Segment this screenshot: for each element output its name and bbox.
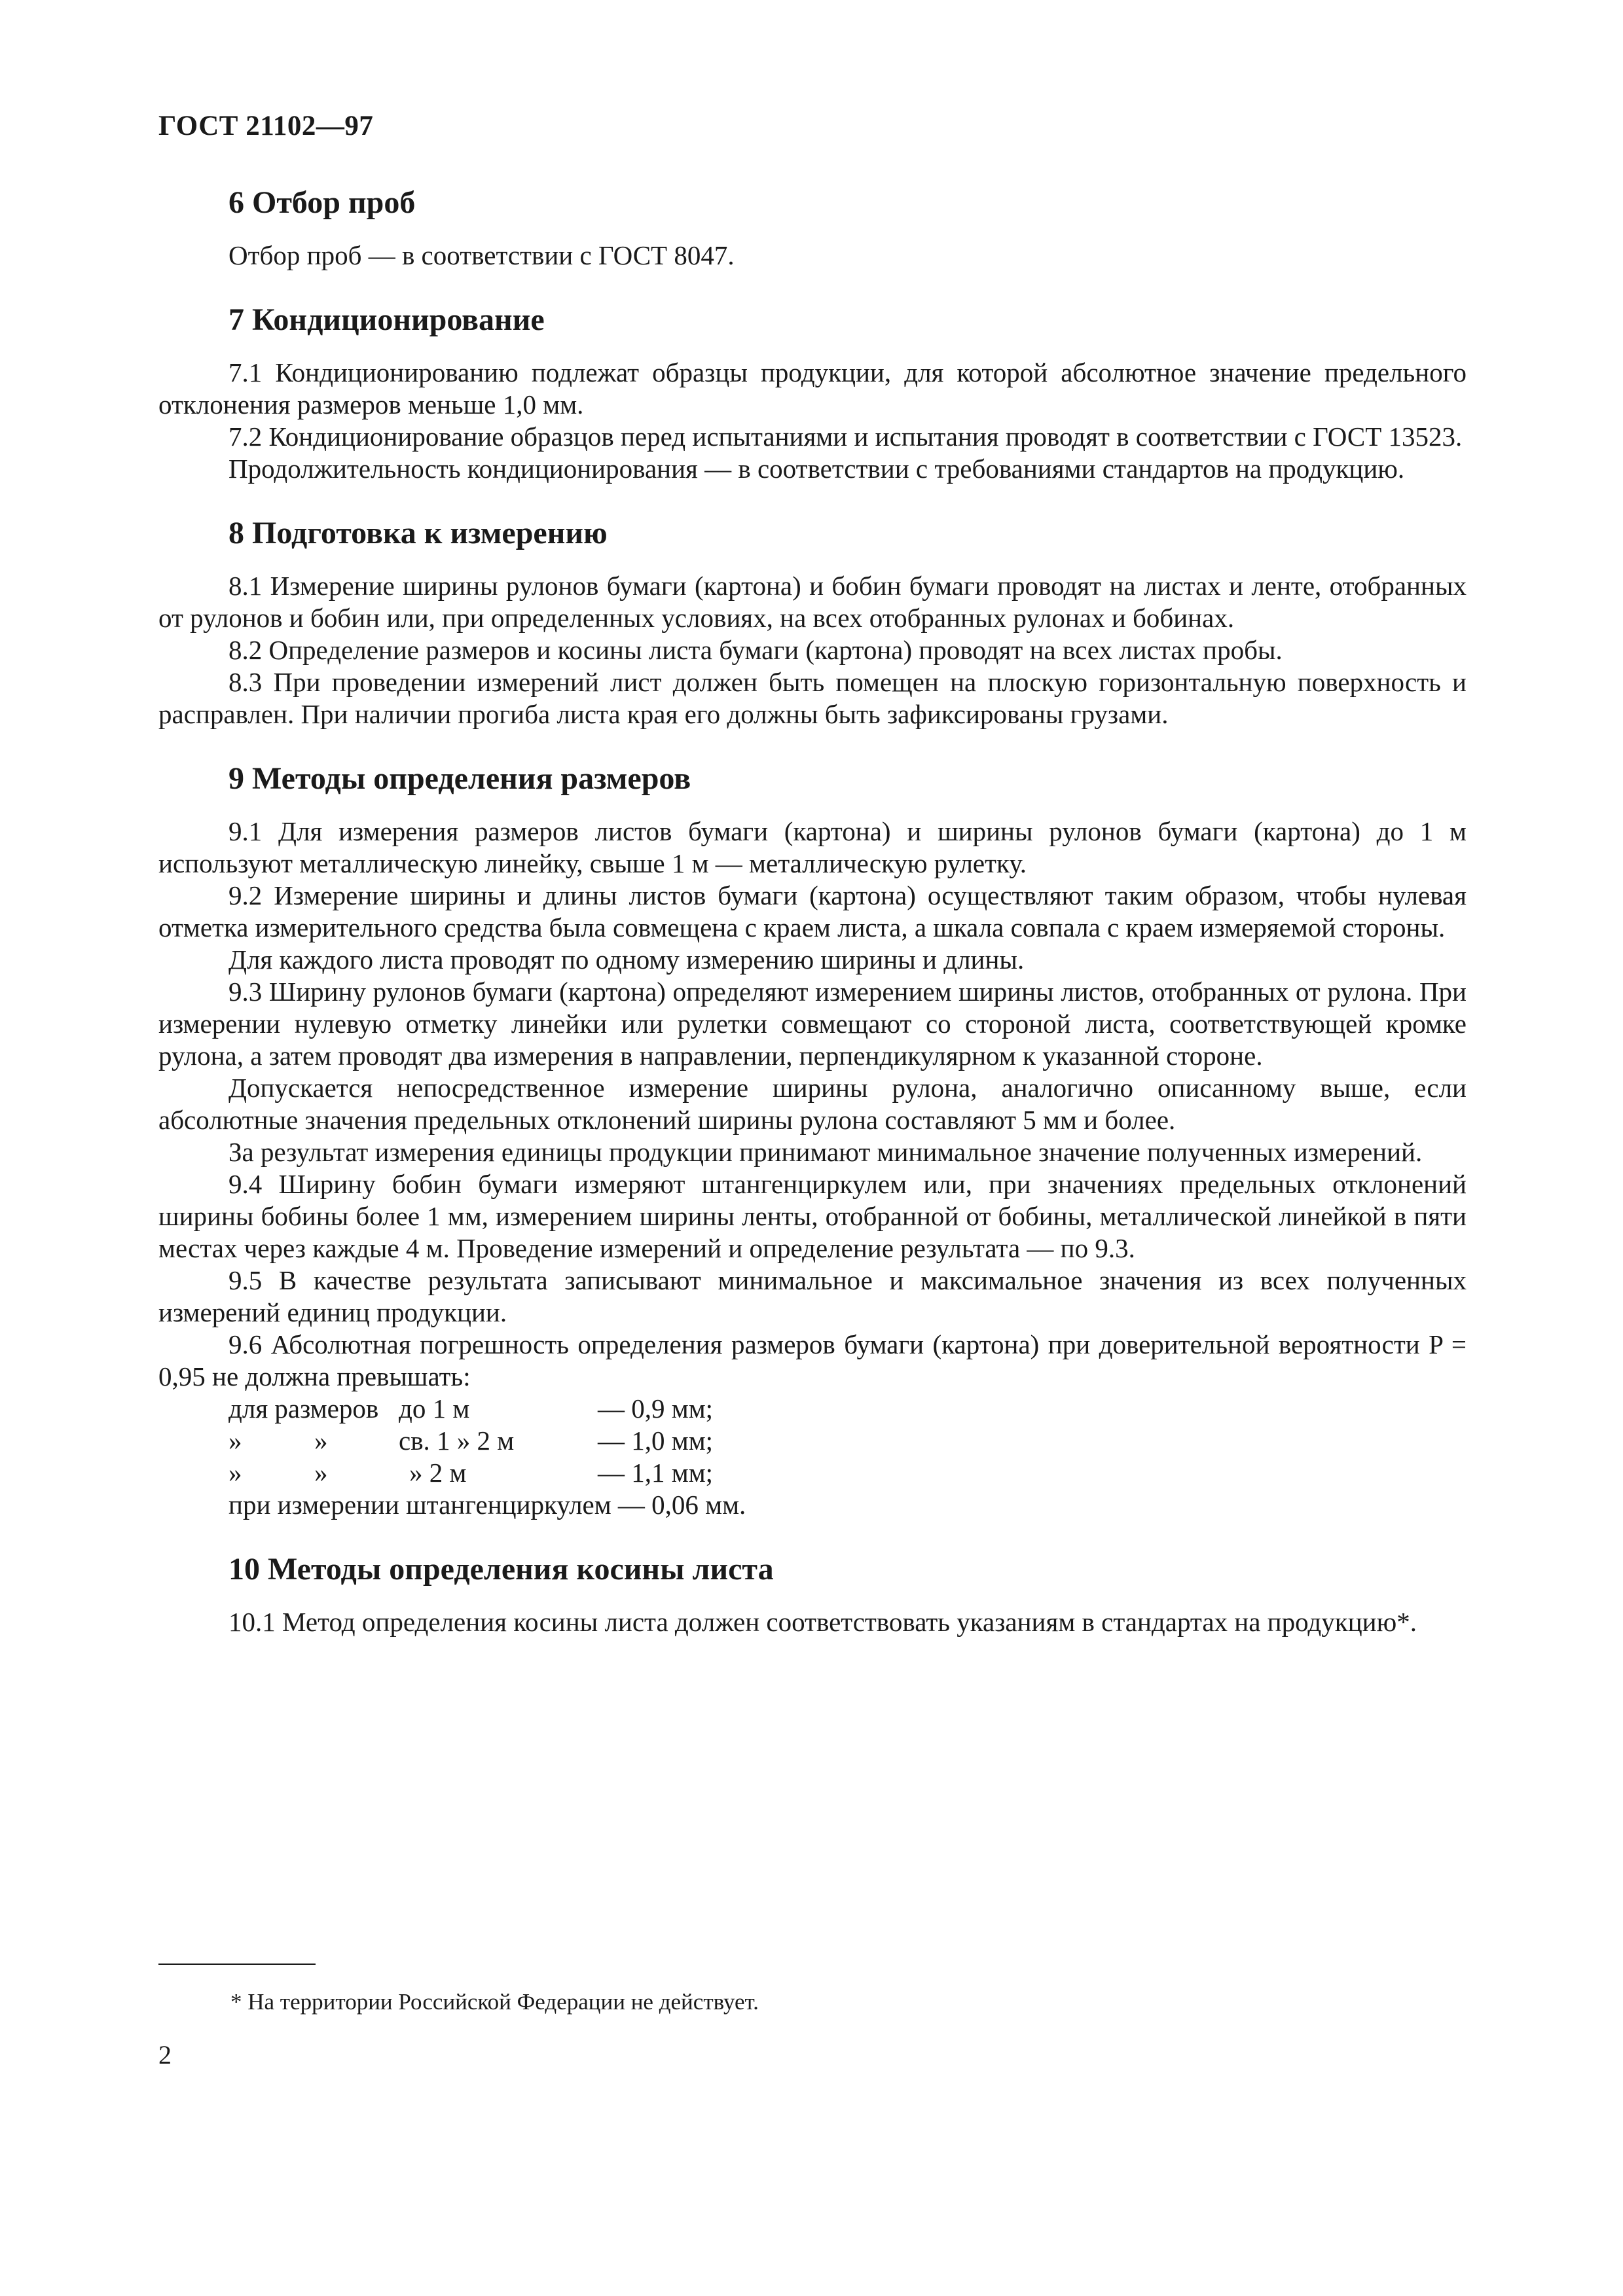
ditto-mark: » xyxy=(314,1426,328,1456)
tolerance-label xyxy=(228,1457,399,1489)
section-9 xyxy=(158,759,1467,1521)
paragraph: Отбор проб — в соответствии с ГОСТ 8047. xyxy=(228,240,735,270)
paragraph: За результат измерения единицы продукции принимают минимальное значение полученных измерений. xyxy=(228,1137,1423,1167)
paragraph: 9.5 В качестве результата записывают минимальное и максимальное значения из всех полученных измерений единиц продукции. xyxy=(158,1265,1467,1327)
tolerance-range: » 2 м xyxy=(409,1458,467,1488)
tolerance-table xyxy=(228,1393,788,1489)
paragraph: 9.3 Ширину рулонов бумаги (картона) определяют измерением ширины листов, отобранных от рулона. При измерении нулевую отметку линейки или рулетки совмещают со стороной листа, соответствующей кромке рулона, а затем проводят два измерения в направлении, перпендикулярном к указанной стороне. xyxy=(158,977,1467,1071)
caliper-tolerance-line: при измерении штангенциркулем — 0,06 мм. xyxy=(228,1490,746,1520)
section-7 xyxy=(158,300,1467,485)
section-10-title: 10 Методы определения косины листа xyxy=(228,1552,774,1587)
paragraph: 7.1 Кондиционированию подлежат образцы продукции, для которой абсолютное значение предельного отклонения размеров меньше 1,0 мм. xyxy=(158,357,1467,420)
paragraph: 7.2 Кондиционирование образцов перед испытаниями и испытания проводят в соответствии с ГОСТ 13523. xyxy=(228,422,1463,452)
paragraph: 9.6 Абсолютная погрешность определения размеров бумаги (картона) при доверительной вероятности P = 0,95 не должна превышать: xyxy=(158,1329,1467,1391)
tolerance-label: для размеров xyxy=(228,1393,379,1424)
paragraph: Продолжительность кондиционирования — в соответствии с требованиями стандартов на продукцию. xyxy=(228,454,1405,484)
paragraph: Допускается непосредственное измерение ширины рулона, аналогично описанному выше, если абсолютные значения предельных отклонений ширины рулона составляют 5 мм и более. xyxy=(158,1073,1467,1135)
tolerance-value: — 0,9 мм; xyxy=(598,1393,714,1424)
section-6-title: 6 Отбор проб xyxy=(228,185,416,220)
tolerance-value: — 1,1 мм; xyxy=(598,1458,714,1488)
paragraph: 8.2 Определение размеров и косины листа бумаги (картона) проводят на всех листах пробы. xyxy=(228,635,1283,665)
section-8-title: 8 Подготовка к измерению xyxy=(228,516,608,550)
paragraph: 10.1 Метод определения косины листа должен соответствовать указаниям в стандартах на продукцию*. xyxy=(228,1607,1417,1637)
paragraph: 8.3 При проведении измерений лист должен быть помещен на плоскую горизонтальную поверхность и расправлен. При наличии прогиба листа края его должны быть зафиксированы грузами. xyxy=(158,667,1467,729)
ditto-mark: » xyxy=(228,1458,242,1488)
paragraph: 8.1 Измерение ширины рулонов бумаги (картона) и бобин бумаги проводят на листах и ленте, отобранных от рулонов и бобин или, при определенных условиях, на всех отобранных рулонах и бобинах. xyxy=(158,571,1467,633)
page-number: 2 xyxy=(158,2040,172,2070)
paragraph: 9.2 Измерение ширины и длины листов бумаги (картона) осуществляют таким образом, чтобы нулевая отметка измерительного средства была совмещена с краем листа, а шкала совпала с краем измеряемой стороны. xyxy=(158,880,1467,942)
tolerance-row xyxy=(228,1457,788,1489)
section-10 xyxy=(158,1550,1467,1638)
paragraph: 9.1 Для измерения размеров листов бумаги (картона) и ширины рулонов бумаги (картона) до 1 м используют металлическую линейку, свыше 1 м — металлическую рулетку. xyxy=(158,816,1467,878)
section-7-title: 7 Кондиционирование xyxy=(228,302,545,337)
section-8 xyxy=(158,514,1467,730)
section-6 xyxy=(158,183,1467,272)
paragraph: Для каждого листа проводят по одному измерению ширины и длины. xyxy=(228,944,1025,975)
tolerance-label xyxy=(228,1425,399,1457)
document-header-id: ГОСТ 21102—97 xyxy=(158,111,374,141)
footnote: * На территории Российской Федерации не действует. xyxy=(230,1989,759,2015)
tolerance-range: св. 1 » 2 м xyxy=(399,1426,515,1456)
tolerance-value: — 1,0 мм; xyxy=(598,1426,714,1456)
ditto-mark: » xyxy=(228,1426,242,1456)
document-body xyxy=(158,183,1467,1667)
paragraph: 9.4 Ширину бобин бумаги измеряют штангенциркулем или, при значениях предельных отклонений ширины бобины более 1 мм, измерением ширины ленты, отобранной от бобины, металлической линейкой в пяти местах через каждые 4 м. Проведение измерений и определение результата — по 9.3. xyxy=(158,1169,1467,1263)
section-9-title: 9 Методы определения размеров xyxy=(228,761,691,796)
tolerance-row xyxy=(228,1425,788,1457)
ditto-mark: » xyxy=(314,1458,328,1488)
footnote-divider xyxy=(158,1964,316,1965)
tolerance-range: до 1 м xyxy=(399,1393,470,1424)
tolerance-row xyxy=(228,1393,788,1425)
